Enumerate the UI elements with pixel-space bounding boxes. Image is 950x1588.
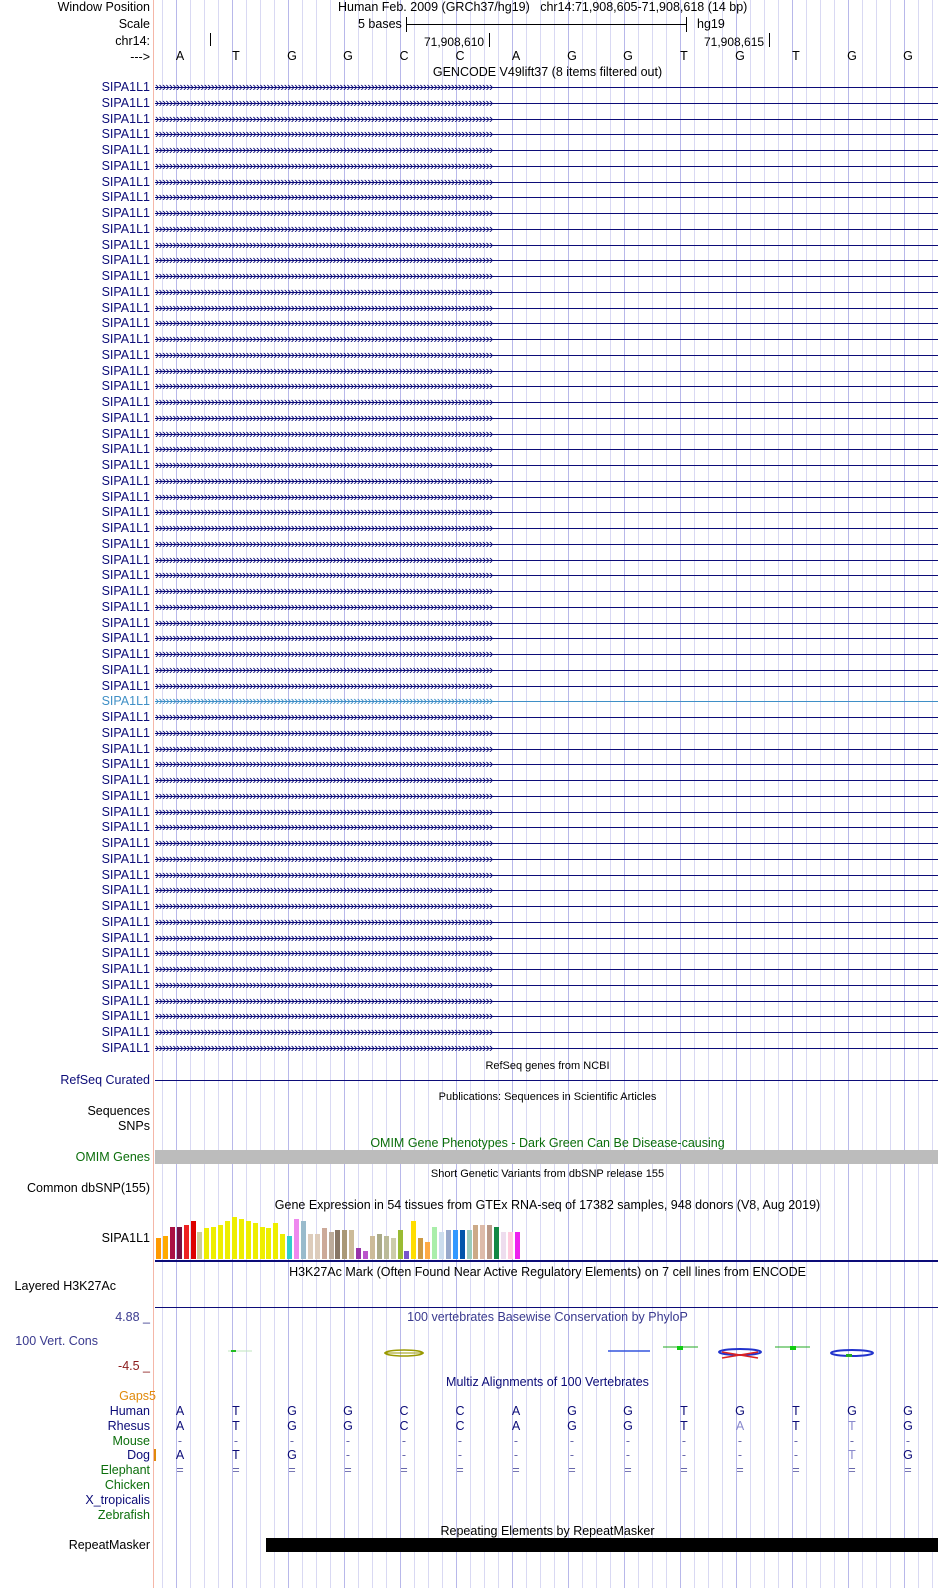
refseq-track-label[interactable]: RefSeq Curated: [60, 1073, 150, 1087]
multiz-aligned-base: -: [625, 1448, 631, 1463]
multiz-aligned-base: G: [623, 1418, 633, 1433]
gencode-strand-arrows: ›››››››››››››››››››››››››››››››››››››››››››››››››››››››››››››››››››››››››››››››››››››››››››››››››: [155, 488, 493, 504]
multiz-aligned-base: -: [513, 1448, 519, 1463]
h3k27ac-track-label[interactable]: Layered H3K27Ac: [14, 1279, 116, 1293]
reference-base: G: [735, 49, 745, 63]
gencode-transcript-label[interactable]: SIPA1L1: [101, 505, 150, 520]
gencode-strand-arrows: ›››››››››››››››››››››››››››››››››››››››››››››››››››››››››››››››››››››››››››››››››››››››››››››››››: [155, 236, 493, 252]
gencode-strand-arrows: ›››››››››››››››››››››››››››››››››››››››››››››››››››››››››››››››››››››››››››››››››››››››››››››››››: [155, 787, 493, 803]
reference-base: G: [567, 49, 577, 63]
gtex-gene-label[interactable]: SIPA1L1: [101, 1231, 150, 1245]
gencode-transcript-label[interactable]: SIPA1L1: [101, 725, 150, 740]
multiz-species-label[interactable]: Rhesus: [107, 1418, 150, 1433]
ruler-coord-1: 71,908,610: [424, 35, 485, 49]
gencode-strand-arrows: ›››››››››››››››››››››››››››››››››››››››››››››››››››››››››››››››››››››››››››››››››››››››››››››››››: [155, 756, 493, 772]
gencode-strand-arrows: ›››››››››››››››››››››››››››››››››››››››››››››››››››››››››››››››››››››››››››››››››››››››››››››››››: [155, 961, 493, 976]
gencode-transcript-label[interactable]: SIPA1L1: [101, 962, 150, 976]
gencode-transcript-label[interactable]: SIPA1L1: [101, 678, 150, 693]
gencode-transcript-label[interactable]: SIPA1L1: [101, 1040, 150, 1055]
multiz-aligned-base: =: [400, 1463, 408, 1478]
multiz-aligned-base: T: [232, 1448, 240, 1463]
gtex-track-title[interactable]: Gene Expression in 54 tissues from GTEx RNA-seq of 17382 samples, 948 donors (V8, Aug 2019): [274, 1198, 821, 1212]
gencode-strand-arrows: ›››››››››››››››››››››››››››››››››››››››››››››››››››››››››››››››››››››››››››››››››››››››››››››››››: [155, 614, 493, 630]
gencode-transcript-label[interactable]: SIPA1L1: [101, 694, 150, 709]
gencode-transcript-label[interactable]: SIPA1L1: [101, 489, 150, 504]
gencode-strand-arrows: ›››››››››››››››››››››››››››››››››››››››››››››››››››››››››››››››››››››››››››››››››››››››››››››››››: [155, 740, 493, 756]
scale-label: Scale: [118, 17, 150, 31]
gencode-strand-arrows: ›››››››››››››››››››››››››››››››››››››››››››››››››››››››››››››››››››››››››››››››››››››››››››››››››: [155, 409, 493, 425]
multiz-species-label[interactable]: Human: [109, 1404, 150, 1418]
gencode-strand-arrows: ›››››››››››››››››››››››››››››››››››››››››››››››››››››››››››››››››››››››››››››››››››››››››››››››››: [155, 110, 493, 126]
gencode-strand-arrows: ›››››››››››››››››››››››››››››››››››››››››››››››››››››››››››››››››››››››››››››››››››››››››››››››››: [155, 362, 493, 378]
dog-insertion-mark: [154, 1449, 156, 1461]
gencode-transcript-label[interactable]: SIPA1L1: [101, 95, 150, 110]
multiz-aligned-base: -: [793, 1433, 799, 1448]
multiz-aligned-base: G: [567, 1404, 577, 1418]
gencode-transcript-label[interactable]: SIPA1L1: [101, 710, 150, 724]
gencode-transcript-label[interactable]: SIPA1L1: [101, 851, 150, 866]
gencode-transcript-label[interactable]: SIPA1L1: [101, 867, 150, 882]
publications-sequences-label[interactable]: Sequences: [87, 1104, 150, 1118]
gencode-strand-arrows: ›››››››››››››››››››››››››››››››››››››››››››››››››››››››››››››››››››››››››››››››››››››››››››››››››: [155, 551, 493, 567]
gencode-transcript-label[interactable]: SIPA1L1: [101, 221, 150, 236]
multiz-aligned-base: C: [455, 1418, 465, 1433]
multiz-aligned-base: T: [792, 1404, 800, 1418]
gencode-strand-arrows: ›››››››››››››››››››››››››››››››››››››››››››››››››››››››››››››››››››››››››››››››››››››››››››››››››: [155, 331, 493, 346]
gencode-strand-arrows: ›››››››››››››››››››››››››››››››››››››››››››››››››››››››››››››››››››››››››››››››››››››››››››››››››: [155, 598, 493, 614]
multiz-aligned-base: G: [287, 1418, 297, 1433]
gencode-strand-arrows: ›››››››››››››››››››››››››››››››››››››››››››››››››››››››››››››››››››››››››››››››››››››››››››››››››: [155, 898, 493, 913]
multiz-gaps-label: Gaps5: [119, 1389, 156, 1403]
multiz-aligned-base: G: [623, 1404, 633, 1418]
gencode-transcript-label[interactable]: SIPA1L1: [101, 332, 150, 346]
gencode-strand-arrows: ›››››››››››››››››››››››››››››››››››››››››››››››››››››››››››››››››››››››››››››››››››››››››››››››››: [155, 504, 493, 520]
gencode-transcript-label[interactable]: SIPA1L1: [101, 363, 150, 378]
gencode-transcript-label[interactable]: SIPA1L1: [101, 946, 150, 961]
gencode-strand-arrows: ›››››››››››››››››››››››››››››››››››››››››››››››››››››››››››››››››››››››››››››››››››››››››››››››››: [155, 425, 493, 441]
gencode-transcript-label[interactable]: SIPA1L1: [101, 993, 150, 1008]
gencode-strand-arrows: ›››››››››››››››››››››››››››››››››››››››››››››››››››››››››››››››››››››››››››››››››››››››››››››››››: [155, 913, 493, 929]
multiz-aligned-base: G: [567, 1418, 577, 1433]
gencode-strand-arrows: ›››››››››››››››››››››››››››››››››››››››››››››››››››››››››››››››››››››››››››››››››››››››››››››››››: [155, 142, 493, 157]
gencode-strand-arrows: ›››››››››››››››››››››››››››››››››››››››››››››››››››››››››››››››››››››››››››››››››››››››››››››››››: [155, 677, 493, 693]
multiz-aligned-base: -: [681, 1448, 687, 1463]
gencode-strand-arrows: ›››››››››››››››››››››››››››››››››››››››››››››››››››››››››››››››››››››››››››››››››››››››››››››››››: [155, 472, 493, 488]
gencode-transcript-label[interactable]: SIPA1L1: [101, 521, 150, 535]
multiz-aligned-base: A: [735, 1418, 745, 1433]
gencode-strand-arrows: ›››››››››››››››››››››››››››››››››››››››››››››››››››››››››››››››››››››››››››››››››››››››››››››››››: [155, 535, 493, 551]
gencode-transcript-label[interactable]: SIPA1L1: [101, 158, 150, 173]
gencode-transcript-label[interactable]: SIPA1L1: [101, 253, 150, 268]
multiz-aligned-base: -: [457, 1433, 463, 1448]
gencode-strand-arrows: ›››››››››››››››››››››››››››››››››››››››››››››››››››››››››››››››››››››››››››››››››››››››››››››››››: [155, 709, 493, 724]
multiz-aligned-base: -: [569, 1433, 575, 1448]
multiz-aligned-base: -: [569, 1448, 575, 1463]
multiz-aligned-base: G: [287, 1404, 297, 1418]
reference-base: T: [232, 49, 240, 63]
gencode-transcript-label[interactable]: SIPA1L1: [101, 395, 150, 409]
gencode-transcript-label[interactable]: SIPA1L1: [101, 1025, 150, 1039]
gencode-strand-arrows: ›››››››››››››››››››››››››››››››››››››››››››››››››››››››››››››››››››››››››››››››››››››››››››››››››: [155, 850, 493, 866]
multiz-aligned-base: =: [848, 1463, 856, 1478]
reference-base: T: [792, 49, 800, 63]
multiz-aligned-base: T: [848, 1418, 856, 1433]
multiz-aligned-base: A: [175, 1448, 185, 1463]
gencode-strand-arrows: ›››››››››››››››››››››››››››››››››››››››››››››››››››››››››››››››››››››››››››››››››››››››››››››››››: [155, 220, 493, 236]
multiz-aligned-base: -: [849, 1433, 855, 1448]
multiz-aligned-base: =: [792, 1463, 800, 1478]
gencode-strand-arrows: ›››››››››››››››››››››››››››››››››››››››››››››››››››››››››››››››››››››››››››››››››››››››››››››››››: [155, 819, 493, 835]
gencode-strand-arrows: ›››››››››››››››››››››››››››››››››››››››››››››››››››››››››››››››››››››››››››››››››››››››››››››››››: [155, 882, 493, 898]
gencode-transcript-label[interactable]: SIPA1L1: [101, 788, 150, 803]
repeatmasker-track-title[interactable]: Repeating Elements by RepeatMasker: [440, 1524, 655, 1538]
phylop-track-label[interactable]: 100 Vert. Cons: [15, 1334, 98, 1348]
gencode-strand-arrows: ›››››››››››››››››››››››››››››››››››››››››››››››››››››››››››››››››››››››››››››››››››››››››››››››››: [155, 772, 493, 787]
repeatmasker-element[interactable]: [266, 1538, 938, 1552]
multiz-aligned-base: T: [848, 1448, 856, 1463]
window-position-label: Window Position: [57, 0, 150, 14]
gencode-transcript-label[interactable]: SIPA1L1: [101, 111, 150, 126]
multiz-aligned-base: =: [232, 1463, 240, 1478]
multiz-aligned-base: G: [343, 1404, 353, 1418]
gencode-strand-arrows: ›››››››››››››››››››››››››››››››››››››››››››››››››››››››››››››››››››››››››››››››››››››››››››››››››: [155, 94, 493, 110]
gencode-transcript-label[interactable]: SIPA1L1: [101, 143, 150, 157]
multiz-aligned-base: -: [793, 1448, 799, 1463]
omim-track-title[interactable]: OMIM Gene Phenotypes - Dark Green Can Be Disease-causing: [370, 1136, 725, 1150]
gencode-strand-arrows: ›››››››››››››››››››››››››››››››››››››››››››››››››››››››››››››››››››››››››››››››››››››››››››››››››: [155, 441, 493, 457]
reference-base: G: [903, 49, 913, 63]
gencode-transcript-label[interactable]: SIPA1L1: [101, 584, 150, 598]
gencode-strand-arrows: ›››››››››››››››››››››››››››››››››››››››››››››››››››››››››››››››››››››››››››››››››››››››››››››››››: [155, 394, 493, 409]
gencode-transcript-label[interactable]: SIPA1L1: [101, 552, 150, 567]
multiz-aligned-base: -: [513, 1433, 519, 1448]
repeatmasker-track-label[interactable]: RepeatMasker: [68, 1538, 150, 1552]
multiz-aligned-base: =: [904, 1463, 912, 1478]
gencode-transcript-label[interactable]: SIPA1L1: [101, 930, 150, 945]
multiz-aligned-base: -: [289, 1433, 295, 1448]
ruler-coord-2: 71,908,615: [704, 35, 765, 49]
gencode-transcript-label[interactable]: SIPA1L1: [101, 379, 150, 394]
reference-base: T: [680, 49, 688, 63]
gencode-strand-arrows: ›››››››››››››››››››››››››››››››››››››››››››››››››››››››››››››››››››››››››››››››››››››››››››››››››: [155, 173, 493, 189]
multiz-species-label[interactable]: Zebrafish: [97, 1507, 150, 1522]
gencode-strand-arrows: ›››››››››››››››››››››››››››››››››››››››››››››››››››››››››››››››››››››››››››››››››››››››››››››››››: [155, 661, 493, 677]
gencode-strand-arrows: ›››››››››››››››››››››››››››››››››››››››››››››››››››››››››››››››››››››››››››››››››››››››››››››››››: [155, 378, 493, 394]
gencode-strand-arrows: ›››››››››››››››››››››››››››››››››››››››››››››››››››››››››››››››››››››››››››››››››››››››››››››››››: [155, 126, 493, 142]
gencode-transcript-label[interactable]: SIPA1L1: [101, 804, 150, 819]
chrom-label: chr14:: [115, 34, 150, 48]
h3k27ac-track-title[interactable]: H3K27Ac Mark (Often Found Near Active Regulatory Elements) on 7 cell lines from ENCODE: [289, 1265, 806, 1279]
phylop-ymin: -4.5 _: [118, 1359, 150, 1373]
gencode-strand-arrows: ›››››››››››››››››››››››››››››››››››››››››››››››››››››››››››››››››››››››››››››››››››››››››››››››››: [155, 457, 493, 472]
gencode-strand-arrows: ›››››››››››››››››››››››››››››››››››››››››››››››››››››››››››››››››››››››››››››››››››››››››››››››››: [155, 646, 493, 661]
multiz-aligned-base: =: [568, 1463, 576, 1478]
phylop-ymax: 4.88 _: [115, 1310, 150, 1324]
multiz-track-title[interactable]: Multiz Alignments of 100 Vertebrates: [446, 1375, 649, 1389]
multiz-aligned-base: T: [680, 1404, 688, 1418]
multiz-aligned-base: G: [343, 1418, 353, 1433]
gencode-transcript-label[interactable]: SIPA1L1: [101, 899, 150, 913]
reference-base: G: [287, 49, 297, 63]
gencode-transcript-label[interactable]: SIPA1L1: [101, 662, 150, 677]
multiz-aligned-base: G: [903, 1404, 913, 1418]
gencode-strand-arrows: ›››››››››››››››››››››››››››››››››››››››››››››››››››››››››››››››››››››››››››››››››››››››››››››››››: [155, 724, 493, 740]
assembly-name: Human Feb. 2009 (GRCh37/hg19): [338, 0, 530, 14]
gencode-strand-arrows: ›››››››››››››››››››››››››››››››››››››››››››››››››››››››››››››››››››››››››››››››››››››››››››››››››: [155, 189, 493, 205]
multiz-aligned-base: G: [903, 1418, 913, 1433]
multiz-aligned-base: T: [232, 1404, 240, 1418]
multiz-aligned-base: =: [288, 1463, 296, 1478]
multiz-aligned-base: G: [903, 1448, 913, 1463]
multiz-aligned-base: -: [345, 1433, 351, 1448]
gencode-strand-arrows: ›››››››››››››››››››››››››››››››››››››››››››››››››››››››››››››››››››››››››››››››››››››››››››››››››: [155, 1039, 493, 1055]
gencode-strand-arrows: ›››››››››››››››››››››››››››››››››››››››››››››››››››››››››››››››››››››››››››››››››››››››››››››››››: [155, 630, 493, 646]
multiz-species-label[interactable]: Mouse: [112, 1433, 150, 1448]
gencode-strand-arrows: ›››››››››››››››››››››››››››››››››››››››››››››››››››››››››››››››››››››››››››››››››››››››››››››››››: [155, 929, 493, 945]
gencode-transcript-label[interactable]: SIPA1L1: [101, 757, 150, 772]
multiz-aligned-base: C: [399, 1404, 409, 1418]
gencode-strand-arrows: ›››››››››››››››››››››››››››››››››››››››››››››››››››››››››››››››››››››››››››››››››››››››››››››››››: [155, 567, 493, 583]
gencode-transcript-label[interactable]: SIPA1L1: [101, 647, 150, 661]
multiz-aligned-base: -: [233, 1433, 239, 1448]
gencode-strand-arrows: ›››››››››››››››››››››››››››››››››››››››››››››››››››››››››››››››››››››››››››››››››››››››››››››››››: [155, 252, 493, 268]
position-range: chr14:71,908,605-71,908,618 (14 bp): [540, 0, 748, 14]
gencode-strand-arrows: ›››››››››››››››››››››››››››››››››››››››››››››››››››››››››››››››››››››››››››››››››››››››››››››››››: [155, 976, 493, 992]
gencode-strand-arrows: ›››››››››››››››››››››››››››››››››››››››››››››››››››››››››››››››››››››››››››››››››››››››››››››››››: [155, 520, 493, 535]
multiz-species-label[interactable]: X_tropicalis: [85, 1492, 150, 1507]
gencode-transcript-label[interactable]: SIPA1L1: [101, 568, 150, 583]
gencode-transcript-label[interactable]: SIPA1L1: [101, 174, 150, 189]
gencode-strand-arrows: ›››››››››››››››››››››››››››››››››››››››››››››››››››››››››››››››››››››››››››››››››››››››››››››››››: [155, 992, 493, 1008]
gencode-transcript-label[interactable]: SIPA1L1: [101, 836, 150, 850]
gencode-transcript-label[interactable]: SIPA1L1: [101, 80, 150, 94]
gencode-transcript-label[interactable]: SIPA1L1: [101, 127, 150, 142]
reference-base: C: [399, 49, 409, 63]
gencode-transcript-label[interactable]: SIPA1L1: [101, 269, 150, 283]
multiz-aligned-base: G: [287, 1448, 297, 1463]
gencode-transcript-label[interactable]: SIPA1L1: [101, 883, 150, 898]
gencode-transcript-label[interactable]: SIPA1L1: [101, 347, 150, 362]
dbsnp-track-label[interactable]: Common dbSNP(155): [27, 1181, 150, 1195]
gencode-strand-arrows: ›››››››››››››››››››››››››››››››››››››››››››››››››››››››››››››››››››››››››››››››››››››››››››››››››: [155, 693, 493, 709]
multiz-aligned-base: =: [624, 1463, 632, 1478]
db-label: hg19: [697, 17, 725, 31]
gencode-strand-arrows: ›››››››››››››››››››››››››››››››››››››››››››››››››››››››››››››››››››››››››››››››››››››››››››››››››: [155, 283, 493, 299]
gencode-strand-arrows: ›››››››››››››››››››››››››››››››››››››››››››››››››››››››››››››››››››››››››››››››››››››››››››››››››: [155, 268, 493, 283]
gencode-strand-arrows: ›››››››››››››››››››››››››››››››››››››››››››››››››››››››››››››››››››››››››››››››››››››››››››››››››: [155, 583, 493, 598]
gencode-transcript-label[interactable]: SIPA1L1: [101, 741, 150, 756]
gencode-transcript-label[interactable]: SIPA1L1: [101, 206, 150, 220]
gencode-transcript-label[interactable]: SIPA1L1: [101, 977, 150, 992]
gencode-transcript-label[interactable]: SIPA1L1: [101, 284, 150, 299]
gencode-transcript-label[interactable]: SIPA1L1: [101, 190, 150, 205]
publications-snps-label[interactable]: SNPs: [118, 1119, 150, 1133]
gencode-transcript-label[interactable]: SIPA1L1: [101, 237, 150, 252]
reference-base: G: [343, 49, 353, 63]
gencode-transcript-label[interactable]: SIPA1L1: [101, 316, 150, 331]
omim-track-label[interactable]: OMIM Genes: [75, 1150, 150, 1164]
gencode-transcript-label[interactable]: SIPA1L1: [101, 599, 150, 614]
multiz-aligned-base: T: [680, 1418, 688, 1433]
multiz-aligned-base: =: [456, 1463, 464, 1478]
gencode-transcript-label[interactable]: SIPA1L1: [101, 473, 150, 488]
gencode-strand-arrows: ›››››››››››››››››››››››››››››››››››››››››››››››››››››››››››››››››››››››››››››››››››››››››››››››››: [155, 346, 493, 362]
gencode-strand-arrows: ›››››››››››››››››››››››››››››››››››››››››››››››››››››››››››››››››››››››››››››››››››››››››››››››››: [155, 835, 493, 850]
multiz-aligned-base: A: [511, 1404, 521, 1418]
reference-base: G: [847, 49, 857, 63]
multiz-aligned-base: A: [511, 1418, 521, 1433]
multiz-species-label[interactable]: Elephant: [100, 1463, 150, 1478]
strand-label: --->: [130, 50, 150, 64]
multiz-aligned-base: C: [455, 1404, 465, 1418]
publications-track-title[interactable]: Publications: Sequences in Scientific Articles: [438, 1091, 657, 1103]
multiz-aligned-base: =: [176, 1463, 184, 1478]
gencode-strand-arrows: ›››››››››››››››››››››››››››››››››››››››››››››››››››››››››››››››››››››››››››››››››››››››››››››››››: [155, 315, 493, 331]
multiz-aligned-base: -: [177, 1433, 183, 1448]
gencode-strand-arrows: ›››››››››››››››››››››››››››››››››››››››››››››››››››››››››››››››››››››››››››››››››››››››››››››››››: [155, 1024, 493, 1039]
multiz-aligned-base: =: [736, 1463, 744, 1478]
multiz-aligned-base: -: [905, 1433, 911, 1448]
gencode-transcript-label[interactable]: SIPA1L1: [101, 773, 150, 787]
multiz-species-label[interactable]: Chicken: [104, 1478, 150, 1492]
dbsnp-track-title[interactable]: Short Genetic Variants from dbSNP release 155: [430, 1168, 665, 1180]
multiz-aligned-base: -: [737, 1448, 743, 1463]
multiz-aligned-base: A: [175, 1418, 185, 1433]
multiz-aligned-base: =: [680, 1463, 688, 1478]
gencode-strand-arrows: ›››››››››››››››››››››››››››››››››››››››››››››››››››››››››››››››››››››››››››››››››››››››››››››››››: [155, 79, 493, 94]
multiz-aligned-base: -: [345, 1448, 351, 1463]
gencode-strand-arrows: ›››››››››››››››››››››››››››››››››››››››››››››››››››››››››››››››››››››››››››››››››››››››››››››››››: [155, 157, 493, 173]
multiz-aligned-base: -: [625, 1433, 631, 1448]
multiz-aligned-base: G: [847, 1404, 857, 1418]
gencode-transcript-label[interactable]: SIPA1L1: [101, 1009, 150, 1024]
multiz-aligned-base: C: [399, 1418, 409, 1433]
gencode-transcript-label[interactable]: SIPA1L1: [101, 914, 150, 929]
gencode-strand-arrows: ›››››››››››››››››››››››››››››››››››››››››››››››››››››››››››››››››››››››››››››››››››››››››››››››››: [155, 866, 493, 882]
multiz-aligned-base: G: [735, 1404, 745, 1418]
gencode-transcript-label[interactable]: SIPA1L1: [101, 300, 150, 315]
gencode-transcript-label[interactable]: SIPA1L1: [101, 820, 150, 835]
reference-base: A: [175, 49, 185, 63]
gencode-transcript-label[interactable]: SIPA1L1: [101, 536, 150, 551]
gencode-strand-arrows: ›››››››››››››››››››››››››››››››››››››››››››››››››››››››››››››››››››››››››››››››››››››››››››››››››: [155, 803, 493, 819]
multiz-aligned-base: T: [232, 1418, 240, 1433]
reference-base: G: [623, 49, 633, 63]
gencode-transcript-label[interactable]: SIPA1L1: [101, 615, 150, 630]
gencode-transcript-label[interactable]: SIPA1L1: [101, 458, 150, 472]
refseq-track-title[interactable]: RefSeq genes from NCBI: [485, 1060, 610, 1072]
multiz-aligned-base: -: [681, 1433, 687, 1448]
multiz-aligned-base: =: [512, 1463, 520, 1478]
gencode-transcript-label[interactable]: SIPA1L1: [101, 410, 150, 425]
multiz-aligned-base: =: [344, 1463, 352, 1478]
multiz-aligned-base: -: [737, 1433, 743, 1448]
gencode-track-title[interactable]: GENCODE V49lift37 (8 items filtered out): [432, 65, 663, 79]
gencode-transcript-label[interactable]: SIPA1L1: [101, 426, 150, 441]
multiz-aligned-base: T: [792, 1418, 800, 1433]
multiz-species-label[interactable]: Dog: [127, 1448, 150, 1463]
gencode-strand-arrows: ›››››››››››››››››››››››››››››››››››››››››››››››››››››››››››››››››››››››››››››››››››››››››››››››››: [155, 1008, 493, 1024]
gencode-strand-arrows: ›››››››››››››››››››››››››››››››››››››››››››››››››››››››››››››››››››››››››››››››››››››››››››››››››: [155, 945, 493, 961]
reference-base: A: [511, 49, 521, 63]
multiz-aligned-base: -: [401, 1433, 407, 1448]
gencode-strand-arrows: ›››››››››››››››››››››››››››››››››››››››››››››››››››››››››››››››››››››››››››››››››››››››››››››››››: [155, 205, 493, 220]
phylop-track-title[interactable]: 100 vertebrates Basewise Conservation by PhyloP: [407, 1310, 688, 1324]
multiz-aligned-base: A: [175, 1404, 185, 1418]
multiz-aligned-base: -: [457, 1448, 463, 1463]
gencode-transcript-label[interactable]: SIPA1L1: [101, 631, 150, 646]
gencode-transcript-label[interactable]: SIPA1L1: [101, 442, 150, 457]
reference-base: C: [455, 49, 465, 63]
scale-bar-text: 5 bases: [358, 17, 402, 31]
multiz-aligned-base: -: [401, 1448, 407, 1463]
gencode-strand-arrows: ›››››››››››››››››››››››››››››››››››››››››››››››››››››››››››››››››››››››››››››››››››››››››››››››››: [155, 299, 493, 315]
